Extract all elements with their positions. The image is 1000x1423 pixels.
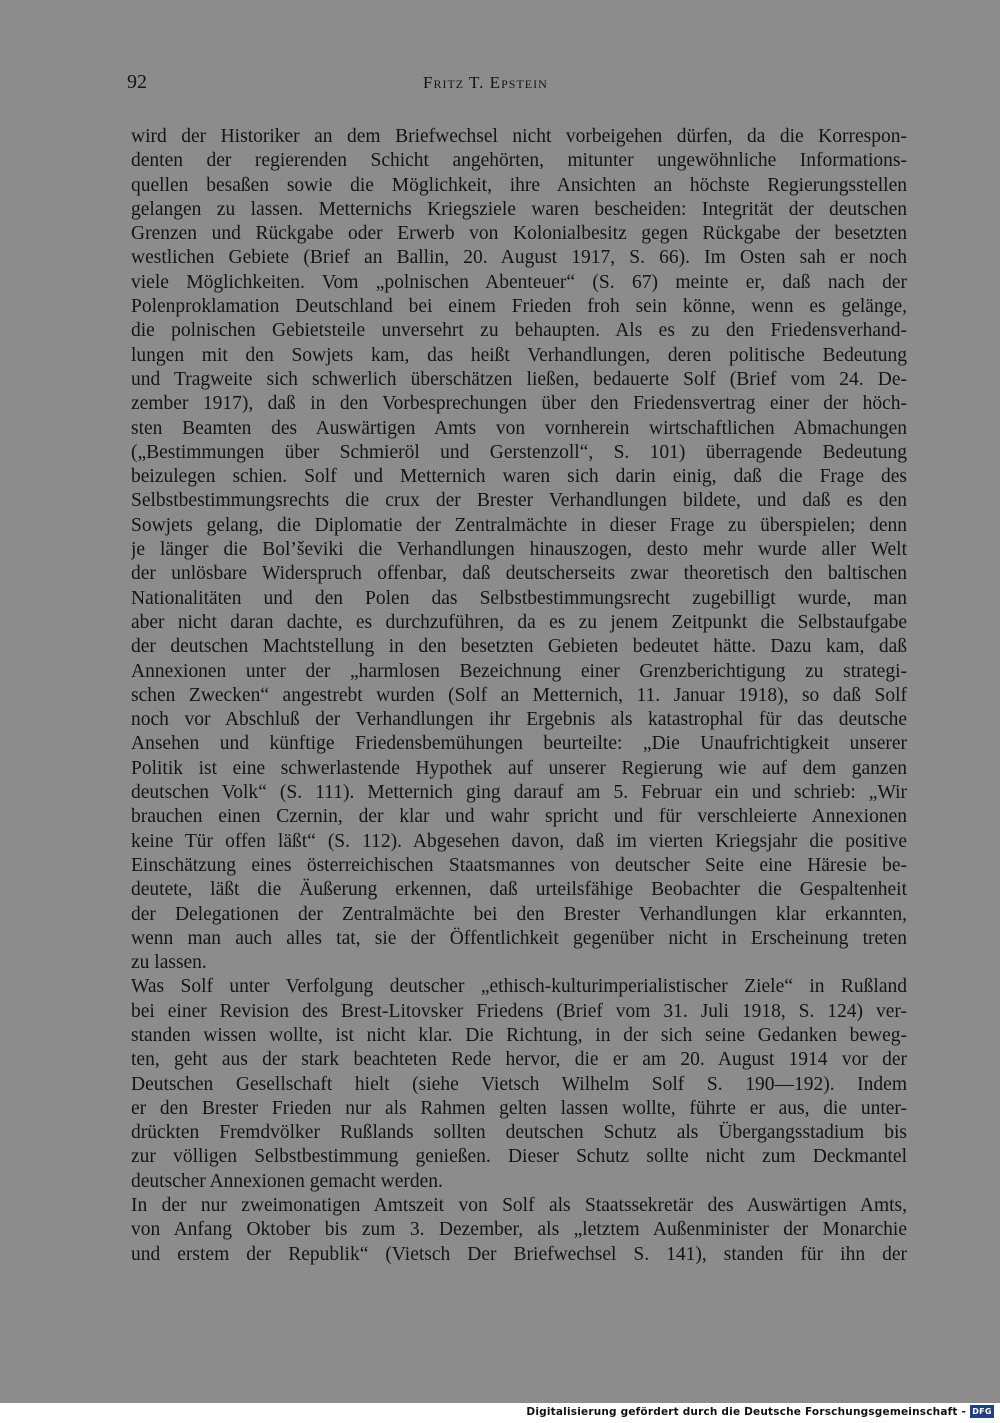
text-line: bei einer Revision des Brest-Litovsker Friedens (Brief vom 31. Juli 1918, S. 124) ver- [131,1000,907,1022]
text-line: Politik ist eine schwerlastende Hypothek auf unserer Regierung wie auf dem ganzen [131,757,907,779]
text-line: und erstem der Republik“ (Vietsch Der Briefwechsel S. 141), standen für ihn der [131,1243,907,1265]
text-line: Nationalitäten und den Polen das Selbstbestimmungsrecht zugebilligt wurde, man [131,587,907,609]
text-line: viele Möglichkeiten. Vom „polnischen Abenteuer“ (S. 67) meinte er, daß nach der [131,271,907,293]
text-line: Annexionen unter der „harmlosen Bezeichnung einer Grenzberichtigung zu strategi- [131,660,907,682]
text-line: Einschätzung eines österreichischen Staatsmannes von deutscher Seite eine Häresie be- [131,854,907,876]
text-line: der unlösbare Widerspruch offenbar, daß deutscherseits zwar theoretisch den baltischen [131,563,907,585]
text-line: der Delegationen der Zentralmächte bei den Brester Verhandlungen klar erkannten, [131,903,907,925]
text-line: Deutschen Gesellschaft hielt (siehe Vietsch Wilhelm Solf S. 190—192). Indem [131,1073,907,1095]
text-line: denten der regierenden Schicht angehörten, mitunter ungewöhnliche Informations- [131,150,907,172]
text-line: je länger die Bol’ševiki die Verhandlungen hinauszogen, desto mehr wurde aller Welt [131,539,907,561]
text-line: westlichen Gebiete (Brief an Ballin, 20. August 1917, S. 66). Im Osten sah er noch [131,247,907,269]
text-line: gelangen zu lassen. Metternichs Kriegsziele waren bescheiden: Integrität der deutschen [131,198,907,220]
text-line: noch vor Abschluß der Verhandlungen ihr Ergebnis als katastrophal für das deutsche [131,709,907,731]
digitization-credit: Digitalisierung gefördert durch die Deutsche Forschungsgemeinschaft - [526,1406,966,1418]
text-line: Selbstbestimmungsrechts die crux der Brester Verhandlungen bildete, und daß es den [131,490,907,512]
text-line: deutschen Volk“ (S. 111). Metternich ging darauf am 5. Februar ein und schrieb: „Wir [131,782,907,804]
text-line: Ansehen und künftige Friedensbemühungen beurteilte: „Die Unaufrichtigkeit unserer [131,733,907,755]
text-line: und Tragweite sich schwerlich überschätzen ließen, bedauerte Solf (Brief vom 24. De- [131,368,907,390]
text-line: schen Zwecken“ angestrebt wurden (Solf an Metternich, 11. Januar 1918), so daß Solf [131,684,907,706]
text-line: quellen besaßen sowie die Möglichkeit, ihre Ansichten an höchste Regierungsstellen [131,174,907,196]
text-line: sten Beamten des Auswärtigen Amts von vornherein wirtschaftlichen Abmachungen [131,417,907,439]
body-text [131,125,907,1267]
text-line: drückten Fremdvölker Rußlands sollten deutschen Schutz als Übergangsstadium bis [131,1122,907,1144]
text-line: Polenproklamation Deutschland bei einem Frieden froh sein könne, wenn es gelänge, [131,296,907,318]
text-line: Sowjets gelang, die Diplomatie der Zentralmächte in dieser Frage zu überspielen; denn [131,514,907,536]
text-line: brauchen einen Czernin, der klar und wahr spricht und für verschleierte Annexionen [131,806,907,828]
text-line: zember 1917), daß in den Vorbesprechungen über den Friedensvertrag einer der höch- [131,393,907,415]
text-line: beizulegen schien. Solf und Metternich waren sich darin einig, daß die Frage des [131,466,907,488]
page-number: 92 [127,71,147,93]
text-line: („Bestimmungen über Schmieröl und Gerstenzoll“, S. 101) überragende Bedeutung [131,441,907,463]
text-line: zur völligen Selbstbestimmung genießen. Dieser Schutz sollte nicht zum Deckmantel [131,1146,907,1168]
text-line: wird der Historiker an dem Briefwechsel nicht vorbeigehen dürfen, da die Korrespon- [131,126,907,147]
running-head: Fritz T. Epstein [423,73,548,92]
text-line: ten, geht aus der stark beachteten Rede hervor, die er am 20. August 1914 vor der [131,1049,907,1071]
text-line: In der nur zweimonatigen Amtszeit von Solf als Staatssekretär des Auswärtigen Amts, [131,1195,907,1217]
text-line: deutscher Annexionen gemacht werden. [131,1170,443,1192]
text-line: er den Brester Frieden nur als Rahmen gelten lassen wollte, führte er aus, die unter- [131,1097,907,1119]
text-line: Grenzen und Rückgabe oder Erwerb von Kolonialbesitz gegen Rückgabe der besetzten [131,223,907,245]
text-line: zu lassen. [131,952,207,974]
text-line: aber nicht daran dachte, es durchzuführen, da es zu jenem Zeitpunkt die Selbstaufgabe [131,611,907,633]
text-line: wenn man auch alles tat, sie der Öffentlichkeit gegenüber nicht in Erscheinung treten [131,927,907,949]
text-line: lungen mit den Sowjets kam, das heißt Verhandlungen, deren politische Bedeutung [131,344,907,366]
text-line: die polnischen Gebietsteile unversehrt zu behaupten. Als es zu den Friedensverhand- [131,320,907,342]
text-line: der deutschen Machtstellung in den besetzten Gebieten bedeutet hätte. Dazu kam, daß [131,636,907,658]
text-line: keine Tür offen läßt“ (S. 112). Abgesehen davon, daß im vierten Kriegsjahr die positive [131,830,907,852]
text-line: standen wissen wollte, ist nicht klar. Die Richtung, in der sich seine Gedanken beweg- [131,1024,907,1046]
text-line: Was Solf unter Verfolgung deutscher „ethisch-kulturimperialistischer Ziele“ in Rußland [131,976,907,998]
dfg-logo-icon: DFG [970,1405,994,1418]
text-line: deutete, läßt die Äußerung erkennen, daß urteilsfähige Beobachter die Gespaltenheit [131,879,907,901]
text-line: von Anfang Oktober bis zum 3. Dezember, als „letztem Außenminister der Monarchie [131,1219,907,1241]
